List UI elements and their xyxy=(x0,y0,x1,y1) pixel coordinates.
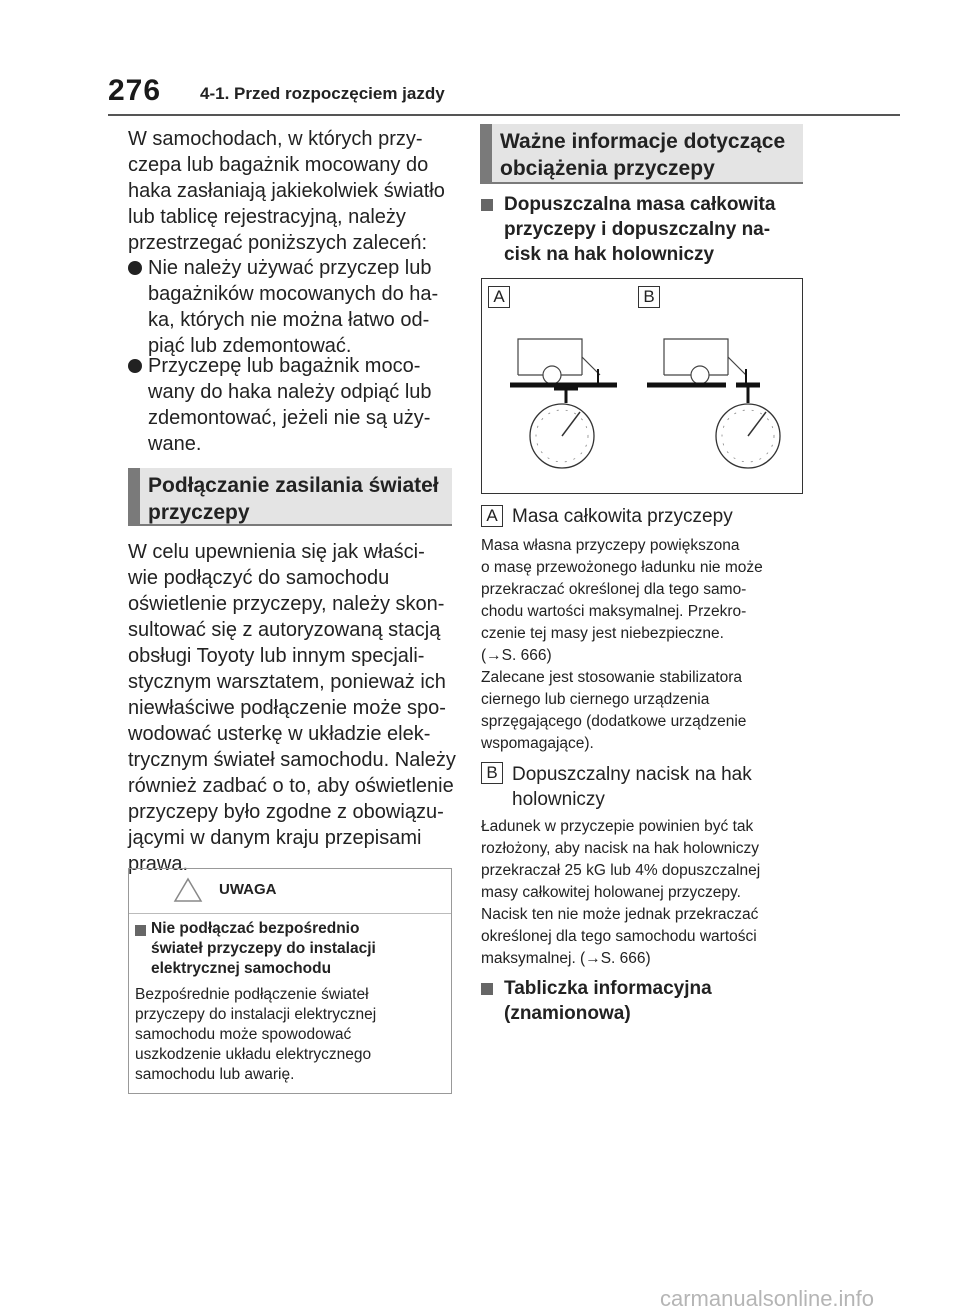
trailer-load-diagram xyxy=(481,278,803,494)
scale-illustration xyxy=(482,279,802,493)
warning-triangle-icon xyxy=(173,877,203,903)
item-a-label: A xyxy=(481,505,503,527)
diagram-label-b: B xyxy=(638,286,660,308)
bullet-dot-icon xyxy=(128,359,142,373)
section-title: 4-1. Przed rozpoczęciem jazdy xyxy=(200,84,445,103)
item-a-text: Masa własna przyczepy powiększona o masę przewożonego ładunku nie może przekraczać określonej dla tego samo- chodu wartości maksymalnej. Przekro- czenie tej masy jest niebezpieczne. (→S. 666) Zalecane jest stosowanie stabilizatora ciernego lub ciernego urządzenia sprzęgającego (dodatkowe urządzenie wspomagające). xyxy=(481,537,763,752)
square-bullet-icon xyxy=(481,983,493,995)
caution-subhead: Nie podłączać bezpośrednio świateł przyczepy do instalacji elektrycznej samochodu xyxy=(151,920,376,977)
caution-text: Bezpośrednie podłączenie świateł przyczepy do instalacji elektrycznej samochodu może spowodować uszkodzenie układu elektrycznego samochodu lub awarię. xyxy=(135,986,377,1083)
section-heading-lighting: Podłączanie zasilania świateł przyczepy xyxy=(128,468,452,526)
lighting-paragraph: W celu upewnienia się jak właści- wie podłączyć do samochodu oświetlenie przyczepy, należy skon- sultować się z autoryzowaną stacją obsługi Toyoty lub innym specjali- stycznym warsztatem, ponieważ ich niewłaściwe podłączenie może spo- wodować usterkę w układzie elek- trycznym świateł samochodu. Należy również zadbać o to, aby oświetlenie przyczepy było zgodne z obowiązu- jącymi w danym kraju przepisami prawa. xyxy=(128,541,456,875)
subhead-permissible-mass: Dopuszczalna masa całkowita przyczepy i dopuszczalny na- cisk na hak holowniczy xyxy=(504,194,776,265)
subhead-info-plate: Tabliczka informacyjna (znamionowa) xyxy=(504,978,712,1024)
bullet-dot-icon xyxy=(128,261,142,275)
section-heading-load: Ważne informacje dotyczące obciążenia przyczepy xyxy=(480,124,803,184)
trailer-a-illustration xyxy=(510,339,617,468)
page-number: 276 xyxy=(108,74,162,107)
item-a-title: Masa całkowita przyczepy xyxy=(512,506,733,527)
watermark: carmanualsonline.info xyxy=(660,1286,875,1311)
square-bullet-icon xyxy=(135,925,146,936)
header-rule xyxy=(108,114,900,116)
trailer-b-illustration xyxy=(647,339,780,468)
item-b-label: B xyxy=(481,762,503,784)
caution-divider xyxy=(129,913,451,914)
caution-title: UWAGA xyxy=(219,881,277,898)
diagram-label-a: A xyxy=(488,286,510,308)
intro-paragraph: W samochodach, w których przy- czepa lub bagażnik mocowany do haka zasłaniają jakiekolwiek światło lub tablicę rejestracyjną, należy przestrzegać poniższych zaleceń: xyxy=(128,128,445,254)
caution-box xyxy=(128,868,452,1094)
square-bullet-icon xyxy=(481,199,493,211)
item-b-text: Ładunek w przyczepie powinien być tak rozłożony, aby nacisk na hak holowniczy przekraczał 25 kG lub 4% dopuszczalnej masy całkowitej holowanej przyczepy. Nacisk ten nie może jednak przekraczać określonej dla tego samochodu wartości maksymalnej. (→S. 666) xyxy=(481,818,761,967)
item-b-title: Dopuszczalny nacisk na hak holowniczy xyxy=(512,764,752,810)
